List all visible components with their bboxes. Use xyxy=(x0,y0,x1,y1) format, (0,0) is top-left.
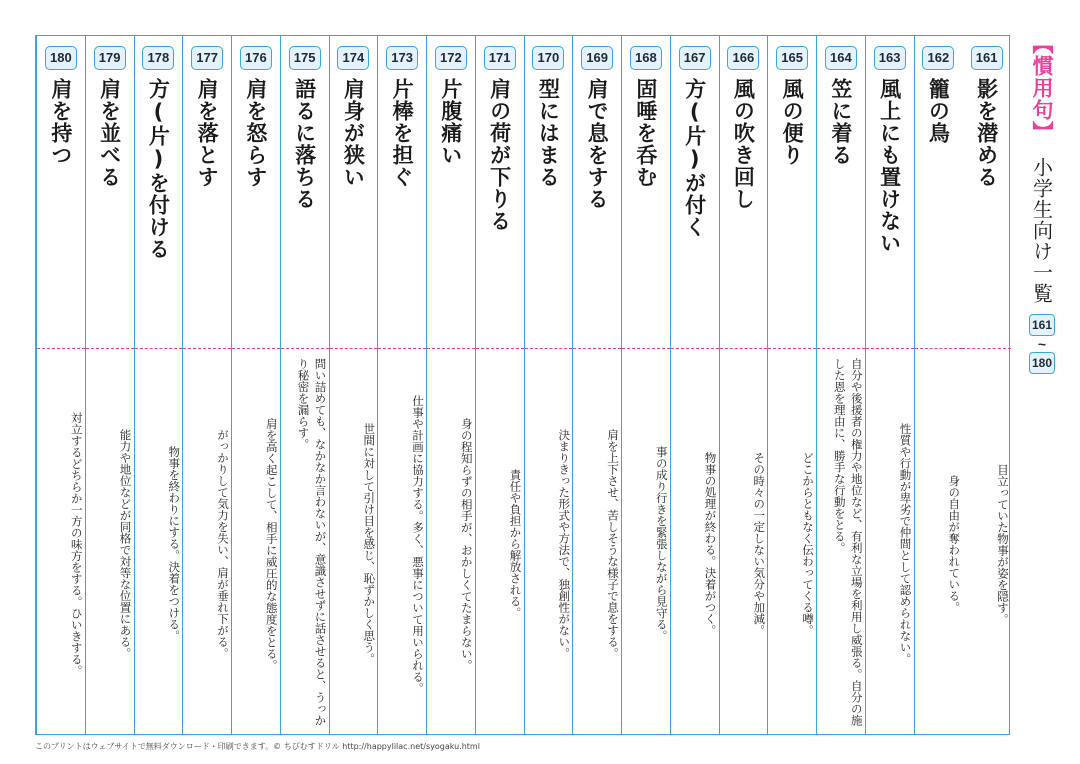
idiom-meaning-text: 世間に対して引け目を感じ、恥ずかしく思う。 xyxy=(362,423,377,665)
dashed-divider xyxy=(476,348,524,349)
idiom-number-badge: 168 xyxy=(630,46,662,70)
idiom-column xyxy=(426,36,475,734)
idiom-phrase xyxy=(915,78,963,343)
idiom-meaning xyxy=(135,358,183,730)
idiom-column xyxy=(816,36,865,734)
idiom-column xyxy=(134,36,183,734)
idiom-meaning xyxy=(281,358,329,730)
idiom-phrase-text: 方(片)が付く xyxy=(682,78,707,238)
idiom-meaning xyxy=(525,358,573,730)
idiom-phrase-text: 型にはまる xyxy=(536,78,561,188)
idiom-number-badge: 175 xyxy=(289,46,321,70)
idiom-phrase xyxy=(378,78,426,343)
idiom-phrase xyxy=(476,78,524,343)
dashed-divider xyxy=(573,348,621,349)
idiom-column xyxy=(329,36,378,734)
idiom-phrase xyxy=(720,78,768,343)
idiom-meaning-text: 肩を上下させ、苦しそうな様子で息をする。 xyxy=(606,429,620,659)
dashed-divider xyxy=(427,348,475,349)
idiom-phrase xyxy=(86,78,134,343)
idiom-column xyxy=(231,36,280,734)
dashed-divider xyxy=(135,348,183,349)
idiom-phrase-text: 影を潜める xyxy=(974,78,999,188)
idiom-column xyxy=(621,36,670,734)
dashed-divider xyxy=(183,348,231,349)
idiom-phrase-text: 固唾を呑む xyxy=(633,78,658,188)
idiom-meaning xyxy=(817,358,865,730)
idiom-phrase-text: 片腹痛い xyxy=(438,78,463,166)
page-title: 小学生向け一覧 xyxy=(1029,157,1054,304)
footer-note: このプリントはウェブサイトで無料ダウンロード・印刷できます。© ちびむすドリル http://happylilac.net/syogaku.html xyxy=(35,742,480,751)
idiom-column xyxy=(36,36,85,734)
idiom-number-badge: 162 xyxy=(922,46,954,70)
idiom-phrase-text: 肩を怒らす xyxy=(243,78,268,188)
dashed-divider xyxy=(962,348,1011,349)
idiom-meaning-text: 物事を終わりにする。決着をつける。 xyxy=(167,446,182,642)
idiom-phrase-text: 肩で息をする xyxy=(585,78,610,210)
range-start-badge: 161 xyxy=(1029,314,1055,336)
idiom-phrase xyxy=(817,78,865,343)
idiom-phrase-text: 風の吹き回し xyxy=(731,78,756,210)
idiom-meaning xyxy=(378,358,426,730)
range-end-badge: 180 xyxy=(1029,352,1055,374)
idiom-phrase xyxy=(573,78,621,343)
idiom-meaning xyxy=(915,358,963,730)
idiom-number-badge: 174 xyxy=(337,46,369,70)
idiom-meaning xyxy=(86,358,134,730)
dashed-divider xyxy=(720,348,768,349)
idiom-meaning xyxy=(183,358,231,730)
idiom-column xyxy=(914,36,963,734)
idiom-phrase-text: 方(片)を付ける xyxy=(146,78,171,260)
idiom-number-badge: 163 xyxy=(874,46,906,70)
idiom-phrase-text: 語るに落ちる xyxy=(292,78,317,210)
idiom-column xyxy=(85,36,134,734)
idiom-number-badge: 164 xyxy=(825,46,857,70)
idiom-number-badge: 179 xyxy=(94,46,126,70)
idiom-meaning-text: 決まりきった形式や方法で、独創性がない。 xyxy=(557,429,572,659)
idiom-meaning xyxy=(573,358,621,730)
idiom-number-badge: 173 xyxy=(386,46,418,70)
idiom-meaning-text: 身の自由が奪われている。 xyxy=(947,475,962,613)
idiom-phrase xyxy=(37,78,85,343)
idiom-meaning xyxy=(768,358,816,730)
idiom-meaning-text: 仕事や計画に協力する。多く、悪事について用いられる。 xyxy=(411,394,425,694)
idiom-meaning xyxy=(671,358,719,730)
dashed-divider xyxy=(622,348,670,349)
idiom-number-badge: 171 xyxy=(484,46,516,70)
idiom-phrase xyxy=(183,78,231,343)
dashed-divider xyxy=(232,348,280,349)
dashed-divider xyxy=(378,348,426,349)
dashed-divider xyxy=(37,348,85,349)
idiom-phrase xyxy=(427,78,475,343)
idiom-number-badge: 169 xyxy=(581,46,613,70)
dashed-divider xyxy=(525,348,573,349)
dashed-divider xyxy=(86,348,134,349)
idiom-phrase xyxy=(281,78,329,343)
idiom-column xyxy=(767,36,816,734)
idiom-phrase-text: 風上にも置けない xyxy=(877,78,902,254)
idiom-number-badge: 178 xyxy=(142,46,174,70)
idiom-column xyxy=(280,36,329,734)
idiom-meaning xyxy=(476,358,524,730)
idiom-phrase xyxy=(671,78,719,343)
idiom-number-badge: 176 xyxy=(240,46,272,70)
idiom-phrase-text: 籠の鳥 xyxy=(926,78,951,144)
idiom-column xyxy=(572,36,621,734)
idiom-number-badge: 166 xyxy=(727,46,759,70)
idiom-meaning-text: 自分や後援者の権力や地位など、有利な立場を利用し威張る。自分の施した恩を理由に、勝手な行動をとる。 xyxy=(832,358,864,726)
idiom-phrase xyxy=(962,78,1011,343)
idiom-phrase xyxy=(232,78,280,343)
range-separator: ~ xyxy=(1037,336,1047,352)
idiom-meaning-text: 問い詰めても、なかなか言わないが、意識させずに話させると、うっかり秘密を漏らす。 xyxy=(296,358,328,726)
idiom-meaning-text: 能力や地位などが同格で対等な位置にある。 xyxy=(118,429,133,659)
idiom-meaning xyxy=(720,358,768,730)
idiom-phrase xyxy=(135,78,183,343)
dashed-divider xyxy=(281,348,329,349)
idiom-phrase xyxy=(866,78,914,343)
idiom-number-badge: 170 xyxy=(532,46,564,70)
idiom-meaning xyxy=(866,358,914,730)
idiom-sheet xyxy=(35,35,1010,735)
idiom-column xyxy=(962,36,1011,734)
idiom-meaning-text: 事の成り行きを緊張しながら見守る。 xyxy=(654,446,669,642)
dashed-divider xyxy=(915,348,963,349)
idiom-column xyxy=(524,36,573,734)
idiom-meaning-text: 身の程知らずの相手が、おかしくてたまらない。 xyxy=(459,417,474,671)
idiom-number-badge: 177 xyxy=(191,46,223,70)
idiom-number-badge: 172 xyxy=(435,46,467,70)
idiom-meaning xyxy=(37,358,85,730)
idiom-number-badge: 165 xyxy=(776,46,808,70)
idiom-phrase xyxy=(330,78,378,343)
idiom-column xyxy=(182,36,231,734)
idiom-column xyxy=(670,36,719,734)
idiom-meaning-text: その時々の一定しない気分や加減。 xyxy=(752,452,767,636)
title-panel xyxy=(1022,33,1062,374)
idiom-meaning-text: 目立っていた物事が姿を隠す。 xyxy=(996,463,1010,625)
idiom-meaning-text: 対立するどちらか一方の味方をする。ひいきする。 xyxy=(69,411,84,677)
idiom-meaning xyxy=(232,358,280,730)
idiom-meaning-text: 性質や行動が卑劣で仲間として認められない。 xyxy=(898,423,913,665)
dashed-divider xyxy=(330,348,378,349)
idiom-meaning-text: 物事の処理が終わる。決着がつく。 xyxy=(703,452,718,636)
idiom-column xyxy=(377,36,426,734)
idiom-meaning-text: どこからともなく伝わってくる噂。 xyxy=(801,452,815,636)
idiom-number-badge: 161 xyxy=(971,46,1003,70)
idiom-meaning xyxy=(622,358,670,730)
idiom-number-badge: 180 xyxy=(45,46,77,70)
idiom-phrase-text: 肩の荷が下りる xyxy=(487,78,512,232)
idiom-meaning-text: 責任や負担から解放される。 xyxy=(508,469,523,619)
idiom-phrase-text: 肩を並べる xyxy=(97,78,122,188)
idiom-phrase-text: 肩を持つ xyxy=(48,78,73,166)
idiom-phrase xyxy=(622,78,670,343)
idiom-phrase-text: 笠に着る xyxy=(828,78,853,166)
idiom-meaning-text: 肩を高く起こして、相手に威圧的な態度をとる。 xyxy=(264,417,279,671)
dashed-divider xyxy=(768,348,816,349)
idiom-phrase xyxy=(768,78,816,343)
idiom-column xyxy=(719,36,768,734)
idiom-number-badge: 167 xyxy=(679,46,711,70)
idiom-column xyxy=(475,36,524,734)
number-range xyxy=(1029,314,1055,374)
idiom-meaning xyxy=(427,358,475,730)
idiom-meaning-text: がっかりして気力を失い、肩が垂れ下がる。 xyxy=(216,429,230,659)
idiom-phrase-text: 肩身が狭い xyxy=(341,78,366,188)
idiom-meaning xyxy=(330,358,378,730)
idiom-phrase xyxy=(525,78,573,343)
idiom-phrase-text: 風の便り xyxy=(780,78,805,166)
dashed-divider xyxy=(866,348,914,349)
idiom-phrase-text: 肩を落とす xyxy=(195,78,220,188)
idiom-column xyxy=(865,36,914,734)
dashed-divider xyxy=(671,348,719,349)
dashed-divider xyxy=(817,348,865,349)
category-title: 【慣用句】 xyxy=(1030,33,1054,143)
idiom-phrase-text: 片棒を担ぐ xyxy=(390,78,415,188)
idiom-meaning xyxy=(962,358,1011,730)
